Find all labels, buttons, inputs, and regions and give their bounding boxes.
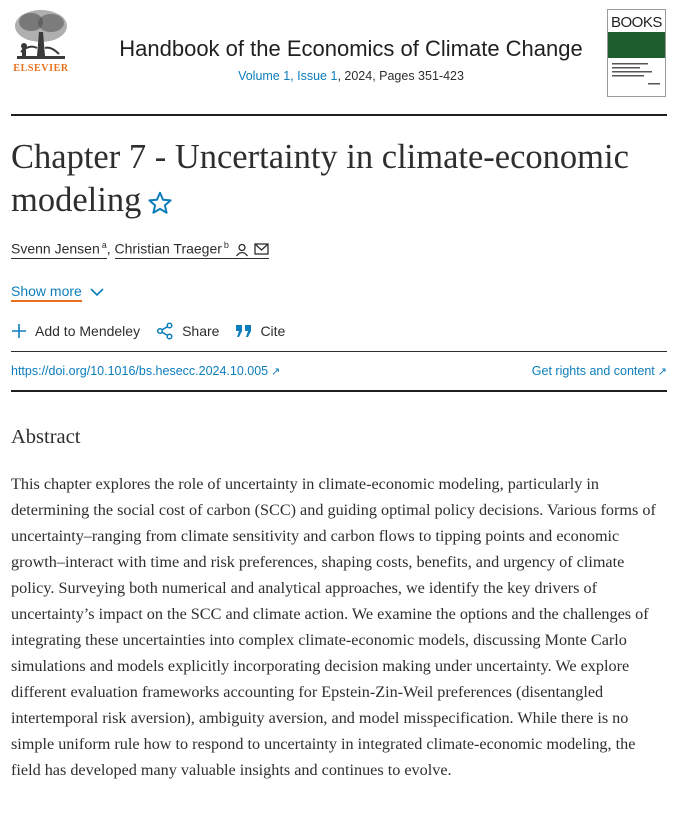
doi-divider bbox=[11, 390, 667, 392]
author-name: Christian Traeger bbox=[114, 240, 222, 257]
email-icon[interactable] bbox=[254, 243, 269, 255]
external-link-icon: ↗ bbox=[271, 366, 281, 378]
article-header bbox=[11, 8, 667, 98]
actions-divider bbox=[11, 351, 667, 352]
affiliation-marker: a bbox=[101, 240, 107, 250]
person-icon[interactable] bbox=[235, 243, 249, 257]
journal-meta bbox=[101, 69, 601, 83]
share-button[interactable] bbox=[156, 322, 219, 340]
affiliation-marker: b bbox=[223, 240, 229, 250]
cite-label: Cite bbox=[260, 323, 286, 339]
show-more-toggle[interactable] bbox=[11, 283, 104, 302]
publisher-name: ELSEVIER bbox=[13, 63, 69, 74]
author-jensen[interactable] bbox=[11, 240, 107, 259]
header-divider bbox=[11, 114, 667, 116]
doi-link[interactable] bbox=[11, 364, 280, 378]
elsevier-logo[interactable] bbox=[11, 8, 71, 74]
cover-band bbox=[608, 32, 665, 58]
chapter-title-text: Chapter 7 - Uncertainty in climate-economic modeling bbox=[11, 138, 629, 219]
mendeley-label: Add to Mendeley bbox=[35, 323, 141, 339]
abstract-text: This chapter explores the role of uncertainty in climate-economic modeling, particularly in determining the social cost of carbon (SCC) and guiding optimal policy decisions. Various forms of uncertainty–ranging from climate sensitivity and carbon flows to tipping points and economic growth–interact with time and risk preferences, shaping costs, benefits, and urgency of climate policy. Surveying both numerical and analytical approaches, we identify the key drivers of uncertainty’s impact on the SCC and climate action. We examine the options and the challenges of integrating these uncertainties into complex climate-economic models, discussing Monte Carlo simulations and models explicitly incorporating decision making under uncertainty. We explore different evaluation frameworks accounting for Epstein-Zin-Weil preferences (disentangled intertemporal risk aversion), ambiguity aversion, and model misspecification. While there is no simple uniform rule how to respond to uncertainty in integrated climate-economic modeling, the field has developed many valuable insights and continues to evolve. bbox=[11, 475, 656, 779]
add-to-mendeley-button[interactable] bbox=[11, 323, 140, 339]
plus-icon bbox=[11, 323, 27, 339]
author-traeger[interactable] bbox=[115, 240, 269, 259]
cite-button[interactable] bbox=[235, 323, 285, 339]
bookmark-star-icon[interactable] bbox=[147, 190, 173, 216]
doi-text: https://doi.org/10.1016/bs.hesecc.2024.10.005 bbox=[11, 364, 269, 378]
quote-icon bbox=[235, 324, 252, 338]
author-list: Svenn Jensen $^a$, Christian Traeger $^b$ bbox=[11, 240, 269, 264]
show-more-label: Show more bbox=[11, 283, 82, 302]
cover-label: BOOKS bbox=[611, 14, 662, 31]
journal-title[interactable]: Handbook of the Economics of Climate Change bbox=[119, 36, 583, 61]
external-link-icon: ↗ bbox=[657, 366, 667, 378]
rights-text: Get rights and content bbox=[531, 364, 655, 378]
book-cover[interactable] bbox=[607, 9, 666, 97]
volume-issue-link[interactable]: Volume 1, Issue 1 bbox=[238, 69, 338, 83]
author-name: Svenn Jensen bbox=[11, 240, 100, 257]
abstract-heading: Abstract bbox=[11, 426, 81, 448]
cover-fine-print bbox=[612, 61, 662, 91]
rights-link[interactable] bbox=[532, 364, 667, 378]
share-icon bbox=[156, 322, 174, 340]
share-label: Share bbox=[182, 323, 220, 339]
chapter-title bbox=[11, 136, 671, 222]
tree-icon bbox=[11, 8, 71, 62]
chevron-down-icon bbox=[90, 288, 104, 297]
year-pages: , 2024, Pages 351-423 bbox=[337, 69, 464, 83]
article-actions bbox=[11, 322, 301, 340]
